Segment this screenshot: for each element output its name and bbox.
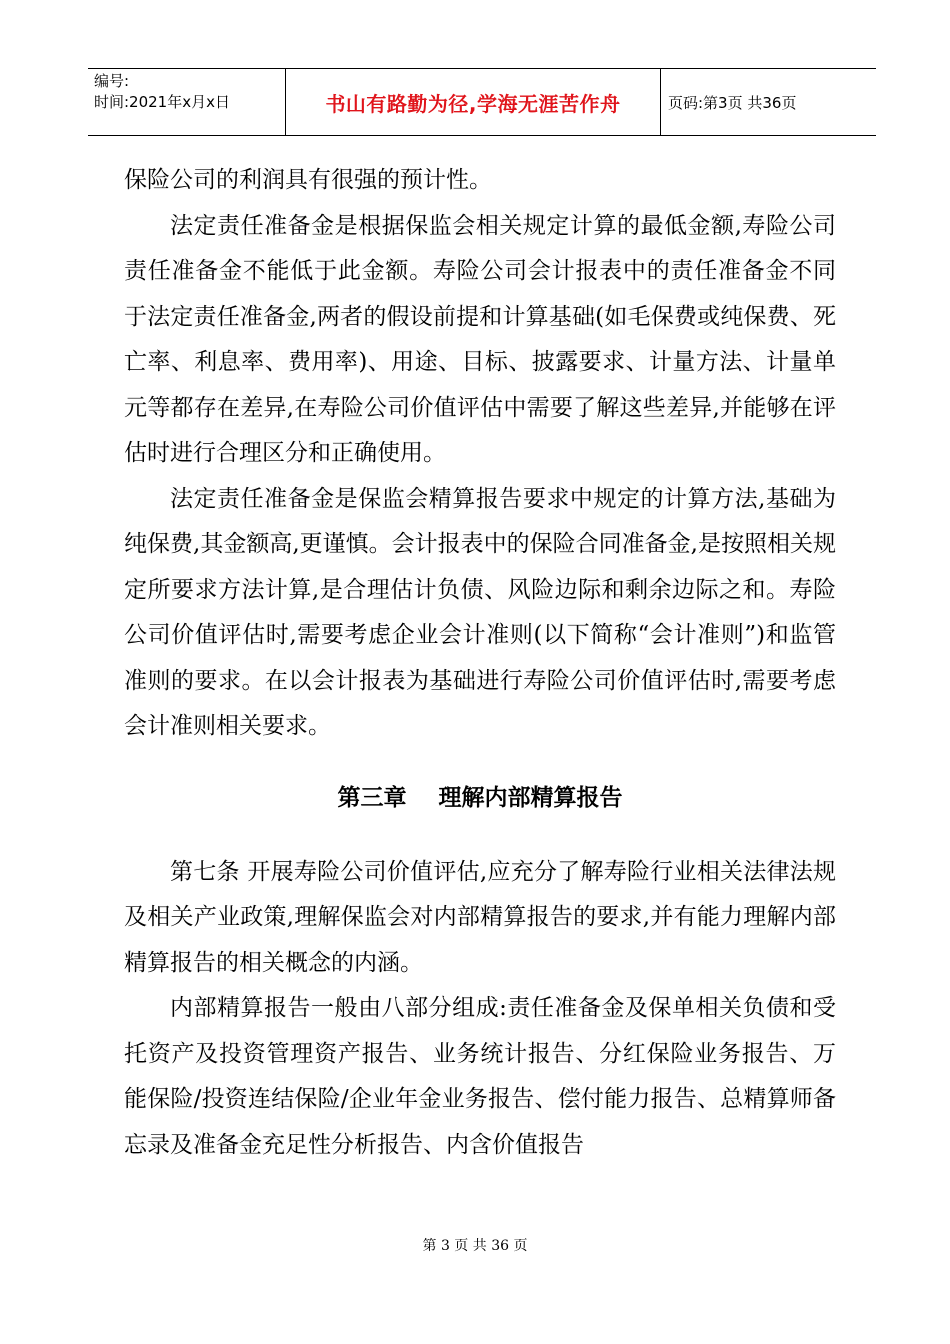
paragraph-3: 法定责任准备金是保监会精算报告要求中规定的计算方法,基础为纯保费,其金额高,更谨慎。会计报表中的保险合同准备金,是按照相关规定所要求方法计算,是合理估计负债、风险边际和剩余边际之和。寿险公司价值评估时,需要考虑企业会计准则(以下简称“会计准则”)和监管准则的要求。在以会计报表为基础进行寿险公司价值评估时,需要考虑会计准则相关要求。 <box>124 485 836 739</box>
chapter-title: 第三章 理解内部精算报告 <box>337 784 623 811</box>
paragraph-4: 第七条 开展寿险公司价值评估,应充分了解寿险行业相关法律法规及相关产业政策,理解保监会对内部精算报告的要求,并有能力理解内部精算报告的相关概念的内涵。 <box>124 858 836 976</box>
header-divider-right <box>660 69 661 135</box>
paragraph-2: 法定责任准备金是根据保监会相关规定计算的最低金额,寿险公司责任准备金不能低于此金额。寿险公司会计报表中的责任准备金不同于法定责任准备金,两者的假设前提和计算基础(如毛保费或纯保费、死亡率、利息率、费用率)、用途、目标、披露要求、计量方法、计量单元等都存在差异,在寿险公司价值评估中需要了解这些差异,并能够在评估时进行合理区分和正确使用。 <box>124 212 836 466</box>
page-header <box>88 68 876 136</box>
header-page-code: 页码:第3页 共36页 <box>668 93 797 112</box>
paragraph-5: 内部精算报告一般由八部分组成:责任准备金及保单相关负债和受托资产及投资管理资产报告、业务统计报告、分红保险业务报告、万能保险/投资连结保险/企业年金业务报告、偿付能力报告、总精算师备忘录及准备金充足性分析报告、内含价值报告 <box>124 995 836 1158</box>
header-motto: 书山有路勤为径,学海无涯苦作舟 <box>325 91 621 116</box>
page-footer: 第 3 页 共 36 页 <box>422 1238 528 1254</box>
header-meta <box>94 71 282 113</box>
header-number-label: 编号: <box>94 72 130 90</box>
header-time-label: 时间:2021年x月x日 <box>94 93 230 111</box>
document-body <box>124 158 836 1168</box>
paragraph-1: 保险公司的利润具有很强的预计性。 <box>124 167 492 193</box>
